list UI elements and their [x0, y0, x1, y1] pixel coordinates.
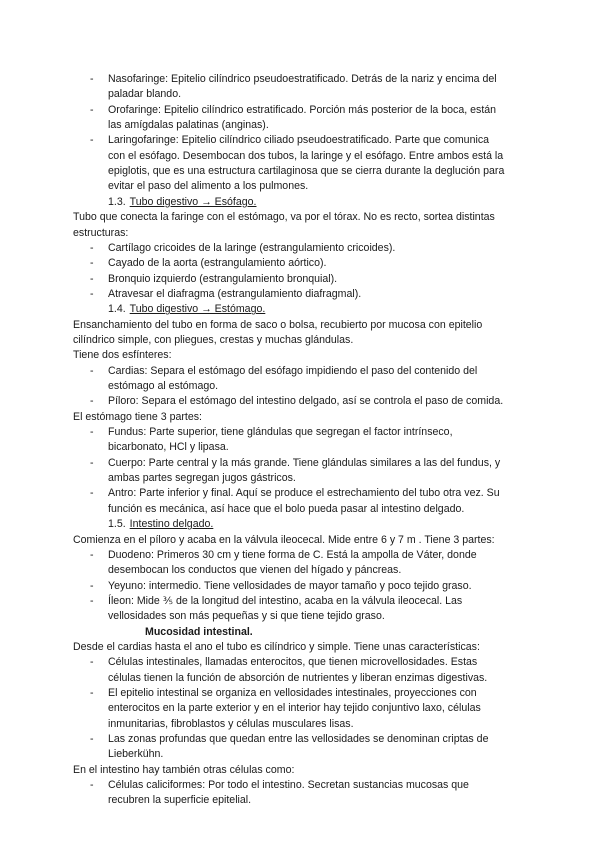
bullet-text: Íleon: Mide ⅗ de la longitud del intestino, acaba en la válvula ileocecal. Las — [108, 594, 463, 607]
bullet-continuation: inmunitarias, fibroblastos y células musculares lisas. — [108, 717, 354, 730]
bullet-marker: - — [90, 426, 94, 439]
bullet-marker: - — [90, 73, 94, 85]
bullet-continuation: desembocan los conductos que vienen del hígado y páncreas. — [108, 564, 402, 577]
bullet-marker: - — [90, 548, 94, 561]
bullet-marker: - — [90, 287, 94, 300]
bullet-marker: - — [90, 779, 94, 792]
bullet-text: Cayado de la aorta (estrangulamiento aórtico). — [108, 257, 327, 270]
bullet-text: Bronquio izquierdo (estrangulamiento bronquial). — [108, 272, 338, 285]
bullet-marker: - — [90, 364, 94, 377]
bullet-text: Nasofaringe: Epitelio cilíndrico pseudoestratificado. Detrás de la nariz y encima del — [108, 73, 497, 85]
section-title: Intestino delgado. — [129, 518, 214, 531]
paragraph-line: El estómago tiene 3 partes: — [73, 410, 202, 423]
bullet-text: Células caliciformes: Por todo el intestino. Secretan sustancias mucosas que — [108, 779, 469, 792]
bullet-marker: - — [90, 733, 94, 746]
paragraph-line: Ensanchamiento del tubo en forma de saco o bolsa, recubierto por mucosa con epitelio — [73, 318, 483, 331]
bullet-marker: - — [90, 395, 94, 408]
paragraph-line: Tiene dos esfínteres: — [73, 349, 172, 362]
bullet-continuation: estómago al estómago. — [108, 380, 219, 392]
bullet-continuation: células tienen la función de absorción de nutrientes y liberan enzimas digestivas. — [108, 671, 488, 684]
bullet-continuation: evitar el paso del alimento a los pulmones. — [108, 180, 309, 193]
section-heading — [108, 302, 265, 316]
bullet-marker: - — [90, 456, 94, 469]
section-title: Tubo digestivo → Esófago. — [129, 195, 257, 208]
bullet-marker: - — [90, 103, 94, 116]
bullet-continuation: las amígdalas palatinas (anginas). — [108, 119, 269, 132]
bullet-text: Fundus: Parte superior, tiene glándulas que segregan el factor intrínseco, — [108, 426, 453, 439]
bullet-text: Orofaringe: Epitelio cilíndrico estratificado. Porción más posterior de la boca, están — [108, 103, 497, 116]
bullet-text: Yeyuno: intermedio. Tiene vellosidades de mayor tamaño y poco tejido graso. — [108, 579, 472, 592]
bullet-continuation: Lieberkühn. — [108, 748, 164, 761]
bullet-continuation: función es mecánica, así hace que el bolo pueda pasar al intestino delgado. — [108, 502, 465, 515]
bullet-text: Cuerpo: Parte central y la más grande. Tiene glándulas similares a las del fundus, y — [108, 456, 501, 469]
bullet-text: El epitelio intestinal se organiza en vellosidades intestinales, proyecciones con — [108, 687, 477, 699]
paragraph-line: Tubo que conecta la faringe con el estómago, va por el tórax. No es recto, sortea distintas — [73, 211, 495, 224]
bullet-text: Píloro: Separa el estómago del intestino delgado, así se controla el paso de comida. — [108, 395, 504, 408]
bullet-marker: - — [90, 134, 94, 147]
bullet-continuation: vellosidades son más pequeñas y si que tiene tejido graso. — [108, 610, 385, 623]
paragraph-line: estructuras: — [73, 226, 129, 239]
bullet-text: Las zonas profundas que quedan entre las vellosidades se denominan criptas de — [108, 733, 489, 746]
bullet-marker: - — [90, 257, 94, 270]
paragraph-line: Comienza en el píloro y acaba en la válvula ileocecal. Mide entre 6 y 7 m . Tiene 3 partes: — [73, 533, 495, 546]
bullet-marker: - — [90, 656, 94, 669]
bullet-continuation: paladar blando. — [108, 88, 182, 101]
paragraph-line: Desde el cardias hasta el ano el tubo es cilíndrico y simple. Tiene unas características: — [73, 640, 480, 653]
bullet-text: Cartílago cricoides de la laringe (estrangulamiento cricoides). — [108, 241, 396, 254]
bullet-continuation: ambas partes segregan jugos gástricos. — [108, 472, 296, 485]
bullet-marker: - — [90, 241, 94, 254]
section-title: Tubo digestivo → Estómago. — [129, 303, 266, 316]
section-heading — [108, 517, 213, 531]
paragraph-line: cilíndrico simple, con pliegues, crestas y muchas glándulas. — [73, 333, 354, 346]
section-number: 1.5. — [108, 518, 126, 531]
bullet-marker: - — [90, 487, 94, 500]
section-number: 1.3. — [108, 195, 126, 208]
section-number: 1.4. — [108, 303, 126, 316]
bullet-marker: - — [90, 687, 94, 699]
bullet-text: Antro: Parte inferior y final. Aquí se produce el estrechamiento del tubo otra vez. Su — [108, 487, 500, 500]
bullet-continuation: con el esófago. Desembocan dos tubos, la laringe y el esófago. Entre ambos está la — [108, 149, 504, 162]
bullet-text: Duodeno: Primeros 30 cm y tiene forma de C. Está la ampolla de Váter, donde — [108, 548, 477, 561]
subsection-title: Mucosidad intestinal. — [145, 625, 253, 638]
bullet-marker: - — [90, 579, 94, 592]
section-heading — [108, 195, 256, 209]
bullet-text: Atravesar el diafragma (estrangulamiento diafragmal). — [108, 287, 362, 300]
paragraph-line: En el intestino hay también otras células como: — [73, 763, 295, 776]
bullet-continuation: recubren la superficie epitelial. — [108, 794, 252, 807]
bullet-marker: - — [90, 594, 94, 607]
bullet-marker: - — [90, 272, 94, 285]
bullet-continuation: bicarbonato, HCl y lipasa. — [108, 441, 229, 454]
bullet-text: Laringofaringe: Epitelio cilíndrico ciliado pseudoestratificado. Parte que comunica — [108, 134, 490, 147]
bullet-text: Cardias: Separa el estómago del esófago impidiendo el paso del contenido del — [108, 364, 478, 377]
bullet-continuation: epiglotis, que es una estructura cartilaginosa que se cierra durante la deglución para — [108, 165, 505, 178]
bullet-continuation: enterocitos en la parte exterior y en el interior hay tejido conjuntivo laxo, células — [108, 702, 481, 715]
bullet-text: Células intestinales, llamadas enterocitos, que tienen microvellosidades. Estas — [108, 656, 478, 669]
